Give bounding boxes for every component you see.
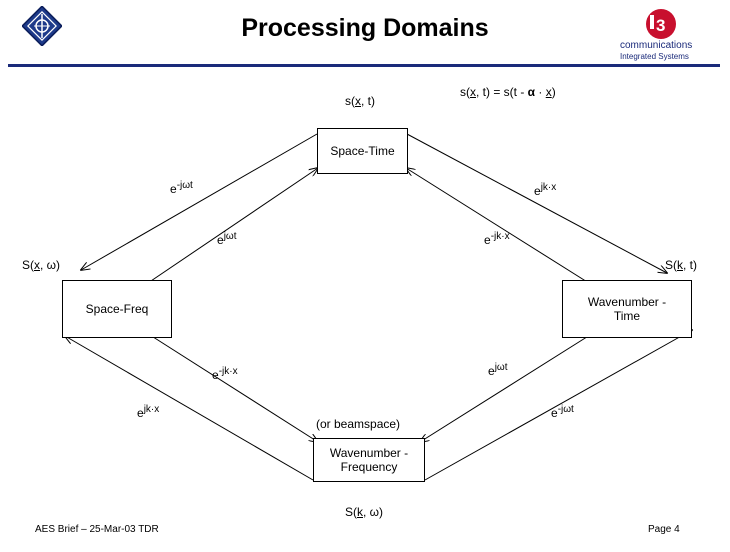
label-s-x-omega: S(x, ω) [22,258,61,272]
transform-wf-to-sf: $e^{jk\cdot x}$ [137,404,160,420]
transform-wt-to-st: $e^{-jk\cdot x}$ [484,231,510,247]
label-beamspace: (or beamspace) [316,417,401,431]
transform-sf-to-st: $e^{j\omega t}$ [217,231,237,247]
node-wavenumber-frequency: Wavenumber - Frequency [313,438,425,482]
arrow-st-to-sf [81,134,317,270]
arrow-sf-to-wf [150,335,318,442]
footer-left: AES Brief – 25-Mar-03 TDR [35,524,159,535]
transform-wt-to-wf: $e^{j\omega t}$ [488,362,508,378]
label-s-k-t: S(k, t) [665,258,697,272]
transform-st-to-wt: $e^{jk\cdot x}$ [534,182,557,198]
top-signal-label: s(x, t) [345,94,375,108]
footer-page-number: Page 4 [648,524,680,535]
transform-sf-to-wf: $e^{-jk\cdot x}$ [212,366,238,382]
node-space-time: Space-Time [317,128,408,174]
label-s-k-omega: S(k, ω) [345,505,384,519]
transform-st-to-sf: $e^{-j\omega t}$ [170,180,193,196]
node-space-freq: Space-Freq [62,280,172,338]
logo-integrated-systems: Integrated Systems [620,52,689,61]
svg-text:3: 3 [656,16,666,35]
arrow-wf-to-sf [65,336,313,480]
arrow-wt-to-st [406,168,592,285]
logo-communications: communications [620,40,693,51]
page-title: Processing Domains [241,14,489,42]
arrow-st-to-wt [407,134,667,273]
node-wavenumber-time: Wavenumber - Time [562,280,692,338]
top-equation: s(x, t) = s(t - α · x) [460,85,556,99]
arrow-wt-to-wf [420,335,590,442]
transform-wf-to-wt: $e^{-j\omega t}$ [551,404,574,420]
